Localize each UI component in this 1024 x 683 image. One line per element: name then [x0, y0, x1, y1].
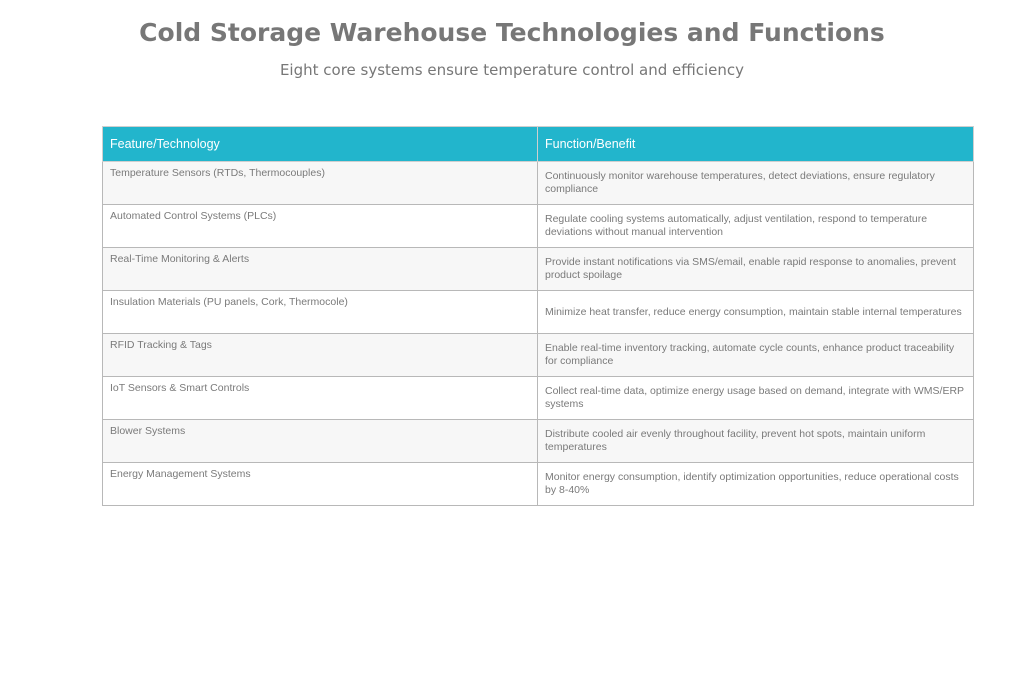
table-row — [103, 377, 974, 420]
table-row — [103, 162, 974, 205]
feature-cell: Energy Management Systems — [103, 463, 538, 506]
feature-cell: Temperature Sensors (RTDs, Thermocouples) — [103, 162, 538, 205]
table-row — [103, 334, 974, 377]
page-title: Cold Storage Warehouse Technologies and Functions — [139, 18, 885, 47]
column-header-feature: Feature/Technology — [103, 127, 538, 162]
table-row — [103, 248, 974, 291]
table-row — [103, 463, 974, 506]
benefit-cell: Distribute cooled air evenly throughout facility, prevent hot spots, maintain uniform temperatures — [538, 420, 974, 463]
benefit-cell: Collect real-time data, optimize energy usage based on demand, integrate with WMS/ERP systems — [538, 377, 974, 420]
feature-cell: Insulation Materials (PU panels, Cork, Thermocole) — [103, 291, 538, 334]
page-subtitle: Eight core systems ensure temperature control and efficiency — [279, 61, 745, 79]
column-header-benefit: Function/Benefit — [538, 127, 974, 162]
table-row — [103, 420, 974, 463]
table-header-row — [103, 127, 974, 162]
feature-cell: RFID Tracking & Tags — [103, 334, 538, 377]
benefit-cell: Enable real-time inventory tracking, automate cycle counts, enhance product traceability for compliance — [538, 334, 974, 377]
feature-cell: IoT Sensors & Smart Controls — [103, 377, 538, 420]
benefit-cell: Provide instant notifications via SMS/email, enable rapid response to anomalies, prevent product spoilage — [538, 248, 974, 291]
table-row — [103, 291, 974, 334]
benefit-cell: Regulate cooling systems automatically, adjust ventilation, respond to temperature deviations without manual intervention — [538, 205, 974, 248]
benefit-cell: Monitor energy consumption, identify optimization opportunities, reduce operational costs by 8-40% — [538, 463, 974, 506]
table-row — [103, 205, 974, 248]
benefit-cell: Minimize heat transfer, reduce energy consumption, maintain stable internal temperatures — [538, 291, 974, 334]
features-table — [102, 126, 974, 506]
feature-cell: Blower Systems — [103, 420, 538, 463]
feature-cell: Real-Time Monitoring & Alerts — [103, 248, 538, 291]
benefit-cell: Continuously monitor warehouse temperatures, detect deviations, ensure regulatory compliance — [538, 162, 974, 205]
feature-cell: Automated Control Systems (PLCs) — [103, 205, 538, 248]
